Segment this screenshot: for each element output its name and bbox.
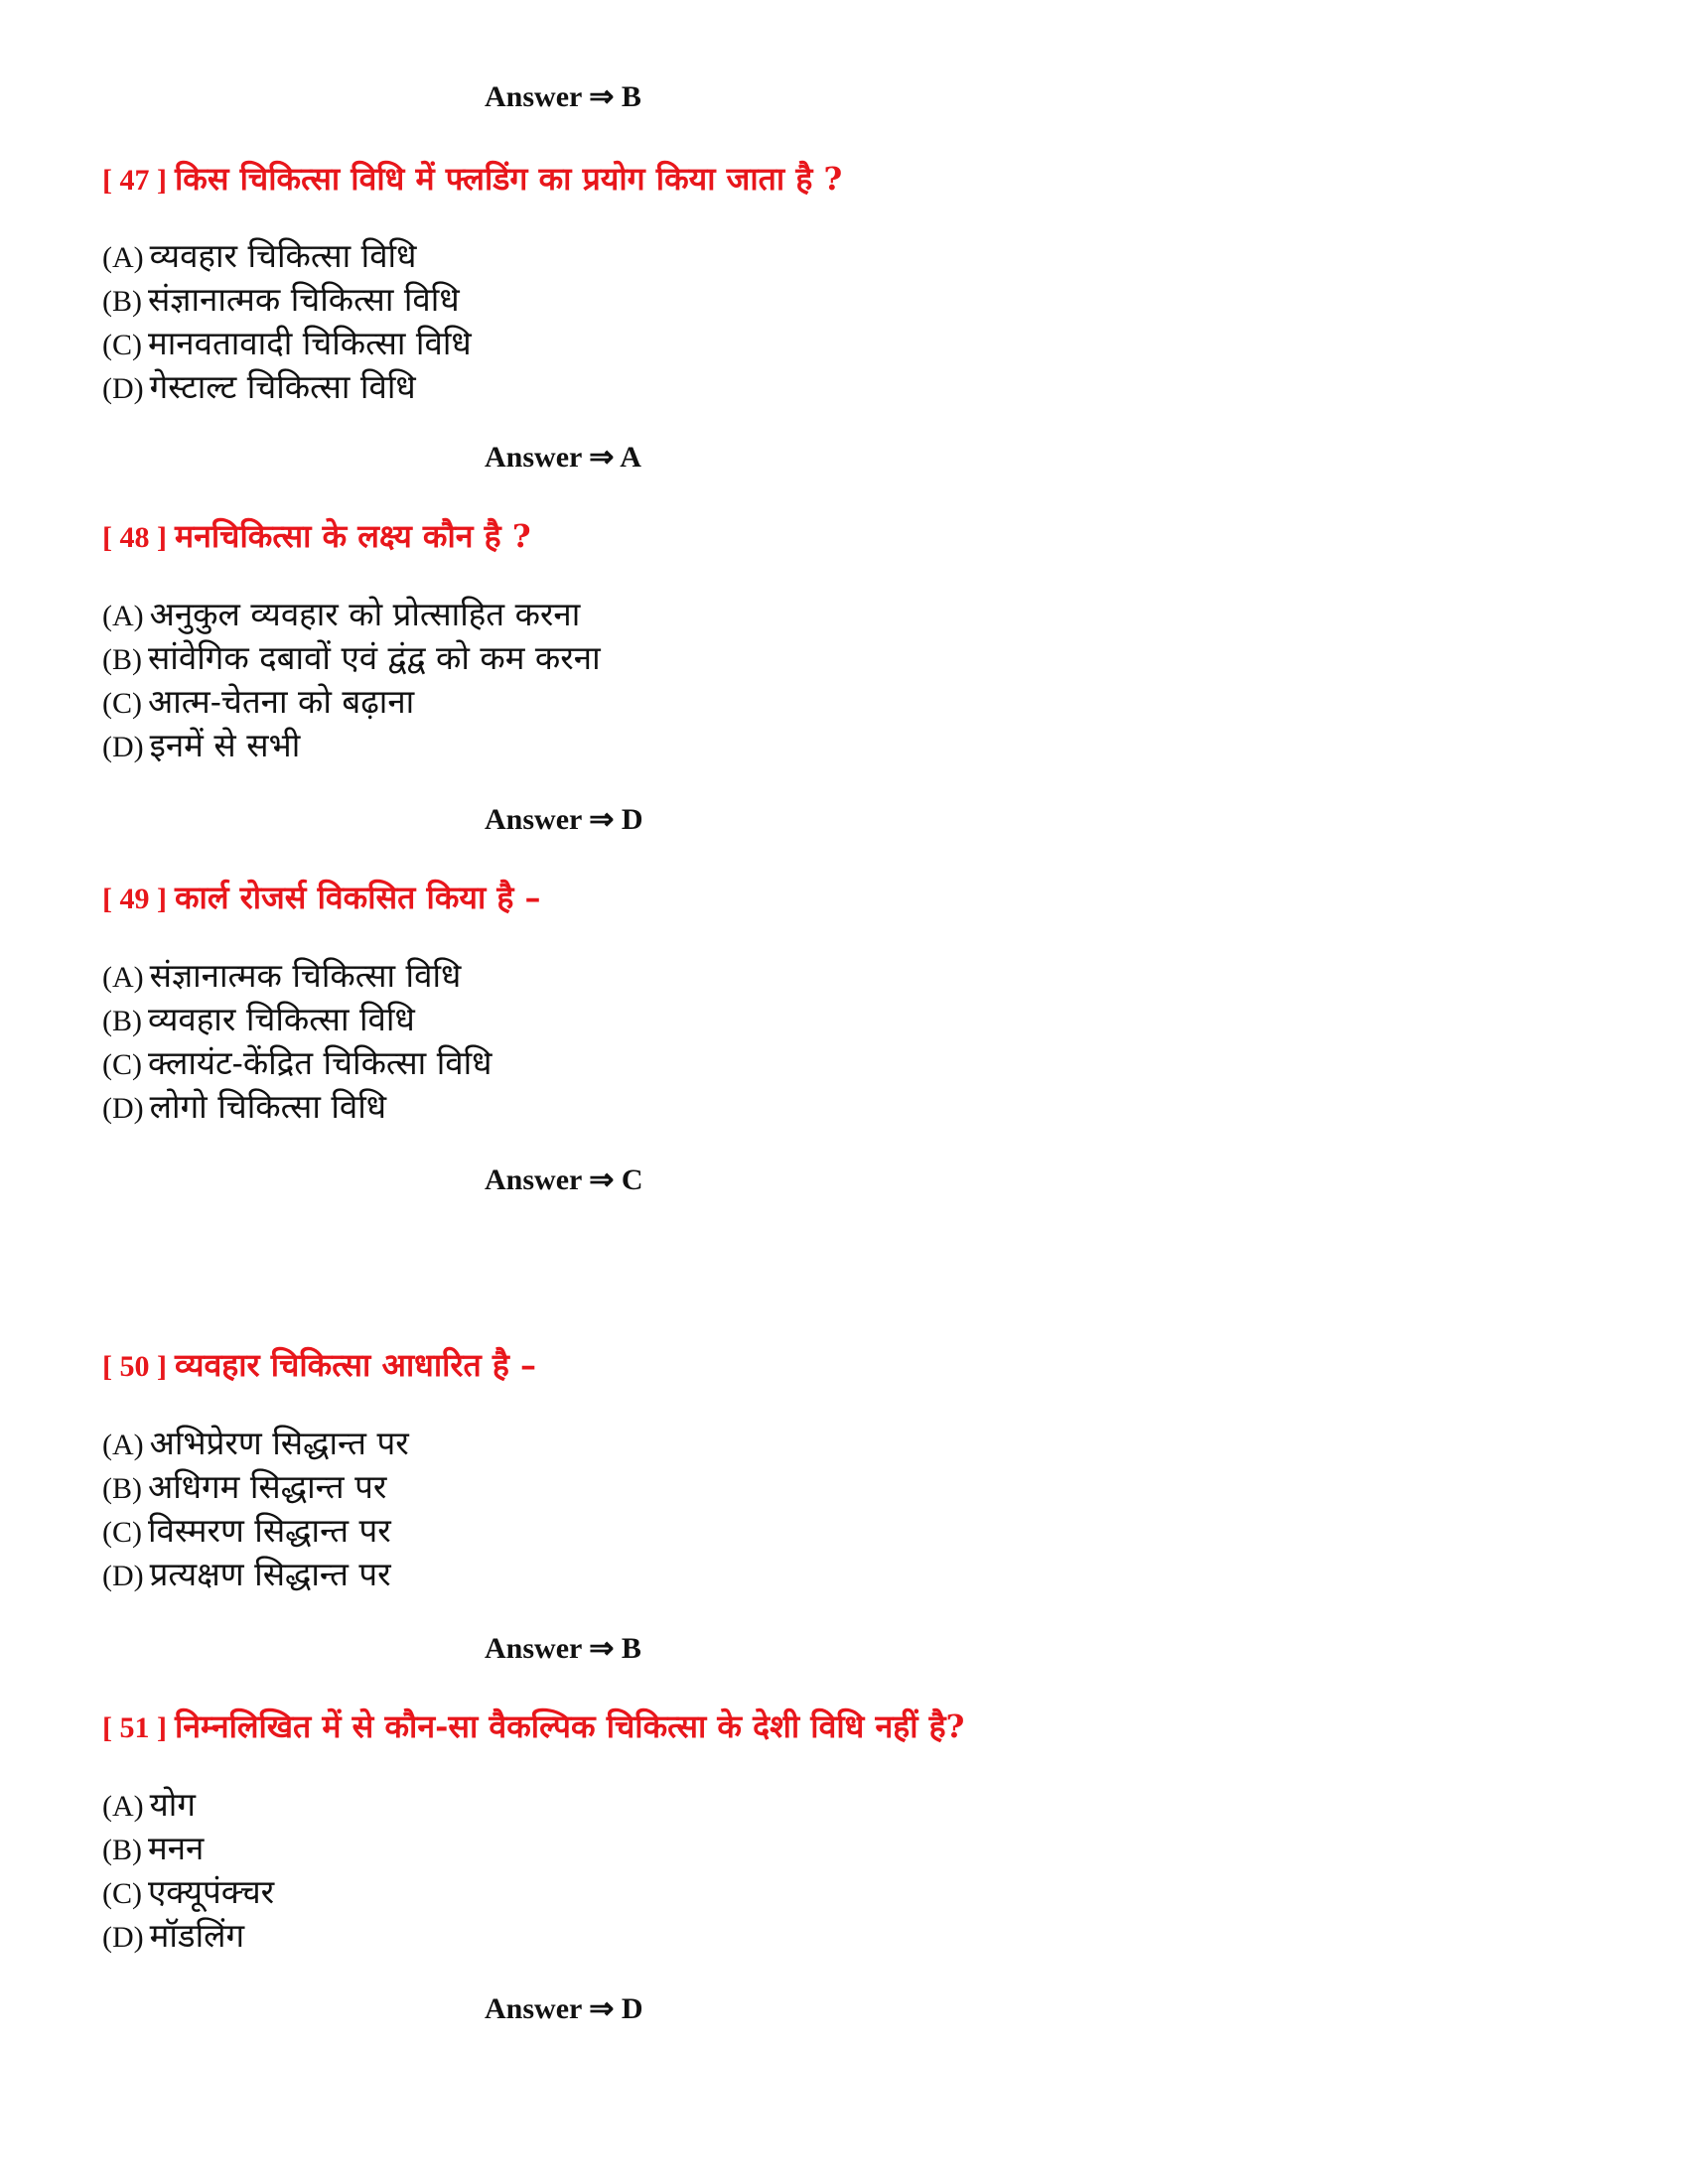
option-item (102, 1509, 409, 1553)
question-text: मनचिकित्सा के लक्ष्य कौन है ? (174, 517, 531, 555)
question-heading (102, 157, 842, 203)
option-letter: (B) (102, 285, 142, 318)
option-text: अभिप्रेरण सिद्धान्त पर (149, 1424, 409, 1462)
option-letter: (D) (102, 1092, 144, 1125)
answer-text: Answer ⇒ C (485, 1163, 643, 1196)
option-letter: (D) (102, 731, 144, 763)
option-item (102, 636, 601, 680)
answer-text: Answer ⇒ D (485, 803, 643, 836)
option-item (102, 1465, 409, 1509)
answer-text: Answer ⇒ B (485, 80, 641, 113)
question-number: [ 47 ] (102, 164, 167, 197)
question-heading (102, 1343, 536, 1389)
question-number: [ 51 ] (102, 1711, 167, 1744)
option-letter: (D) (102, 372, 144, 405)
option-text: संज्ञानात्मक चिकित्सा विधि (148, 280, 460, 319)
option-item (102, 1553, 409, 1596)
option-letter: (A) (102, 1429, 144, 1461)
option-letter: (B) (102, 643, 142, 676)
question-number: [ 48 ] (102, 521, 167, 554)
option-text: प्रत्यक्षण सिद्धान्त पर (149, 1555, 391, 1593)
option-text: अनुकुल व्यवहार को प्रोत्साहित करना (149, 595, 581, 633)
option-letter: (C) (102, 1877, 142, 1910)
option-letter: (A) (102, 1790, 144, 1823)
question-heading (102, 514, 531, 560)
option-letter: (C) (102, 1048, 142, 1081)
option-item (102, 954, 492, 998)
option-item (102, 593, 601, 636)
option-list (102, 593, 601, 767)
option-letter: (A) (102, 600, 144, 632)
option-text: संज्ञानात्मक चिकित्सा विधि (149, 956, 462, 995)
option-item (102, 1827, 274, 1870)
option-text: इनमें से सभी (149, 726, 301, 764)
option-list (102, 234, 472, 409)
option-item (102, 1422, 409, 1465)
option-letter: (B) (102, 1472, 142, 1505)
option-letter: (D) (102, 1560, 144, 1592)
option-letter: (C) (102, 687, 142, 720)
question-heading (102, 1705, 964, 1750)
answer-text: Answer ⇒ D (485, 1992, 643, 2025)
option-letter: (B) (102, 1005, 142, 1037)
option-item (102, 998, 492, 1041)
option-text: व्यवहार चिकित्सा विधि (149, 236, 417, 275)
option-text: विस्मरण सिद्धान्त पर (148, 1511, 391, 1550)
option-item (102, 1914, 274, 1958)
option-list (102, 1422, 409, 1596)
option-list (102, 1783, 274, 1958)
question-text: किस चिकित्सा विधि में फ्लडिंग का प्रयोग किया जाता है ? (174, 160, 843, 198)
option-item (102, 724, 601, 767)
option-letter: (C) (102, 329, 142, 361)
option-item (102, 365, 472, 409)
option-text: लोगो चिकित्सा विधि (149, 1087, 387, 1126)
question-text: कार्ल रोजर्स विकसित किया है – (174, 879, 541, 916)
option-text: एक्यूपंक्चर (148, 1872, 275, 1911)
answer-text: Answer ⇒ B (485, 1632, 641, 1665)
option-text: व्यवहार चिकित्सा विधि (148, 1000, 415, 1038)
option-item (102, 1041, 492, 1085)
option-item (102, 322, 472, 365)
question-number: [ 49 ] (102, 883, 167, 915)
option-item (102, 234, 472, 278)
option-item (102, 1085, 492, 1129)
option-letter: (A) (102, 961, 144, 994)
option-letter: (B) (102, 1834, 142, 1866)
question-text: निम्नलिखित में से कौन-सा वैकल्पिक चिकित्सा के देशी विधि नहीं है? (174, 1707, 965, 1745)
option-item (102, 680, 601, 724)
answer-text: Answer ⇒ A (485, 441, 641, 474)
option-letter: (C) (102, 1516, 142, 1549)
option-text: मॉडलिंग (149, 1916, 245, 1955)
option-text: आत्म-चेतना को बढ़ाना (148, 682, 415, 721)
option-list (102, 954, 492, 1129)
question-heading (102, 876, 541, 921)
option-text: सांवेगिक दबावों एवं द्वंद्व को कम करना (148, 638, 601, 677)
question-number: [ 50 ] (102, 1350, 167, 1383)
option-item (102, 278, 472, 322)
option-letter: (D) (102, 1921, 144, 1954)
option-text: मनन (148, 1829, 205, 1867)
option-item (102, 1783, 274, 1827)
option-text: क्लायंट-केंद्रित चिकित्सा विधि (148, 1043, 492, 1082)
question-text: व्यवहार चिकित्सा आधारित है – (174, 1346, 537, 1384)
option-text: योग (149, 1785, 196, 1824)
option-item (102, 1870, 274, 1914)
option-text: अधिगम सिद्धान्त पर (148, 1467, 387, 1506)
option-text: मानवतावादी चिकित्सा विधि (148, 324, 472, 362)
option-text: गेस्टाल्ट चिकित्सा विधि (149, 367, 416, 406)
option-letter: (A) (102, 241, 144, 274)
